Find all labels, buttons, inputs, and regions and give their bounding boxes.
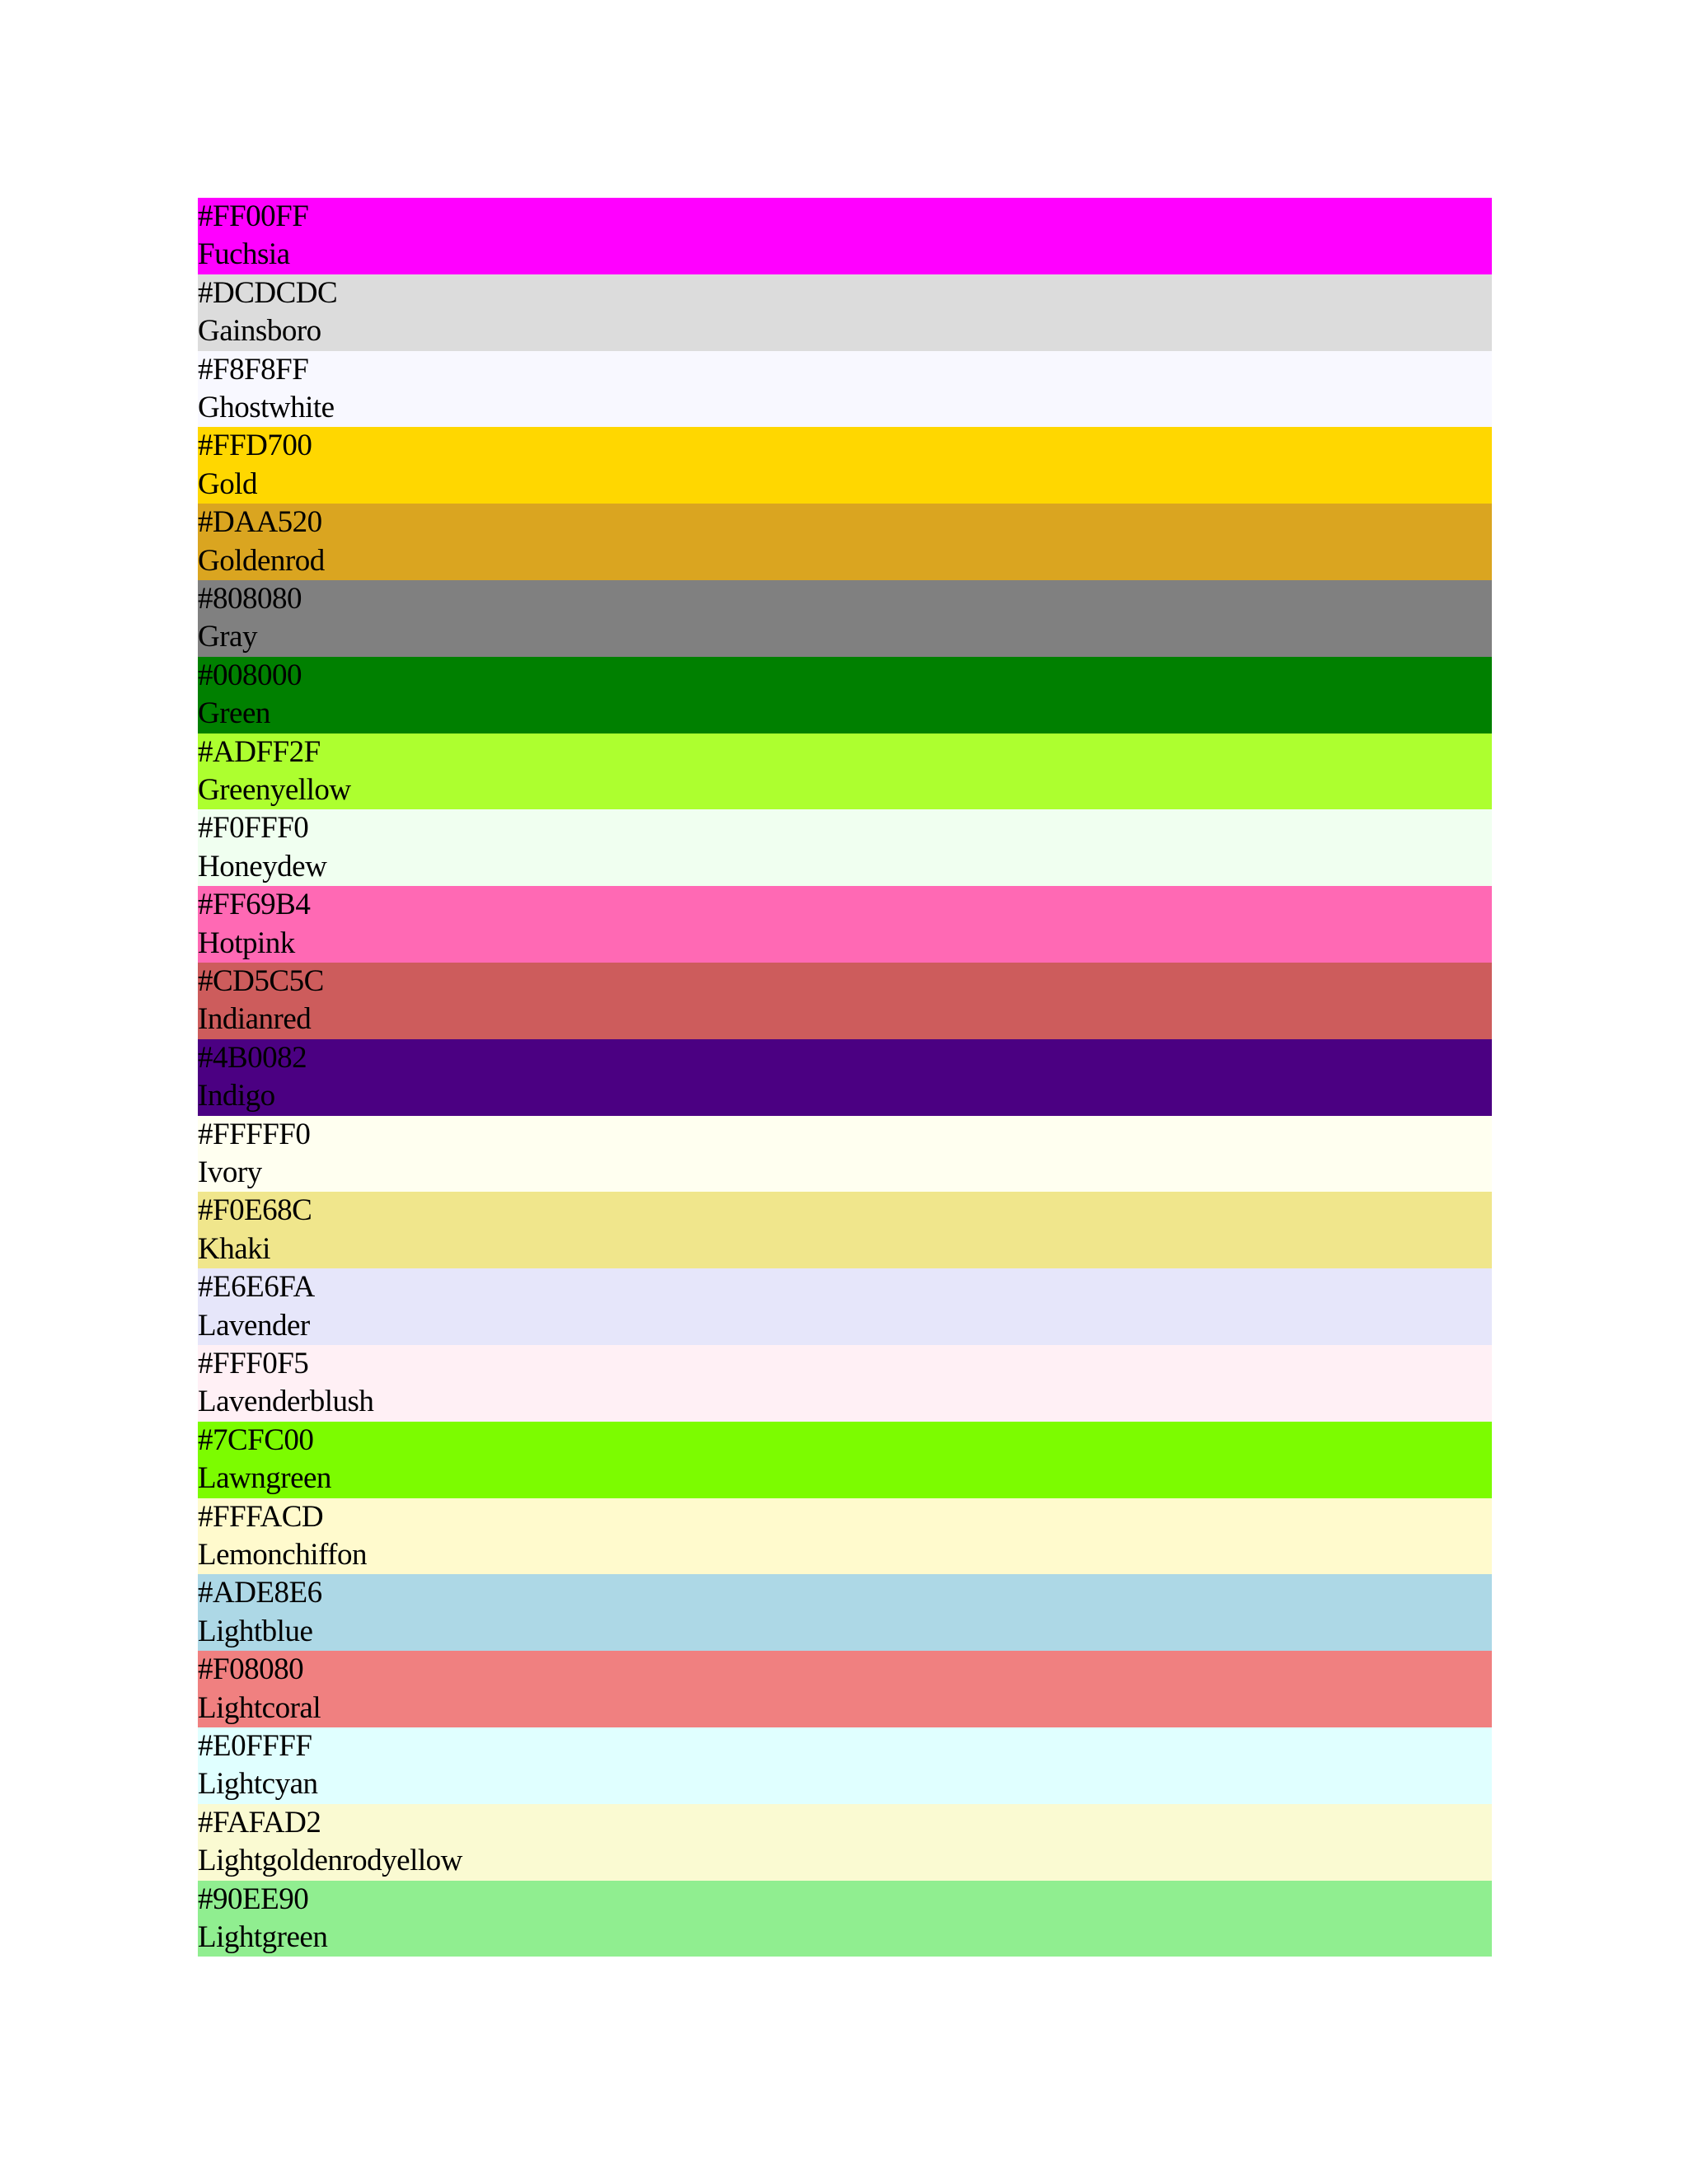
color-swatch-row bbox=[198, 1651, 1492, 1727]
color-name: Lightcyan bbox=[198, 1767, 318, 1802]
color-swatch-row bbox=[198, 657, 1492, 733]
color-hex-code: #4B0082 bbox=[198, 1040, 307, 1075]
color-name: Greenyellow bbox=[198, 772, 351, 807]
color-swatch-row bbox=[198, 886, 1492, 963]
color-hex-code: #FAFAD2 bbox=[198, 1805, 321, 1840]
color-swatch-row bbox=[198, 580, 1492, 657]
color-swatch-row bbox=[198, 198, 1492, 274]
color-name: Lightgoldenrodyellow bbox=[198, 1844, 462, 1878]
color-name: Green bbox=[198, 696, 270, 731]
color-swatch-row bbox=[198, 1881, 1492, 1957]
color-hex-code: #FFD700 bbox=[198, 429, 312, 463]
color-hex-code: #FFFACD bbox=[198, 1499, 324, 1534]
color-swatch-row bbox=[198, 274, 1492, 351]
color-hex-code: #CD5C5C bbox=[198, 963, 324, 998]
color-name: Goldenrod bbox=[198, 543, 325, 578]
color-hex-code: #FFFFF0 bbox=[198, 1117, 311, 1151]
color-swatch-row bbox=[198, 1116, 1492, 1193]
color-hex-code: #7CFC00 bbox=[198, 1422, 314, 1457]
color-name: Gold bbox=[198, 466, 257, 501]
color-swatch-row bbox=[198, 351, 1492, 428]
color-name: Hotpink bbox=[198, 926, 295, 960]
color-swatch-row bbox=[198, 809, 1492, 886]
color-name: Lavender bbox=[198, 1308, 310, 1343]
color-name: Khaki bbox=[198, 1231, 270, 1266]
color-name: Fuchsia bbox=[198, 237, 290, 272]
color-name: Lightgreen bbox=[198, 1919, 328, 1954]
color-hex-code: #E6E6FA bbox=[198, 1270, 315, 1305]
color-hex-code: #DAA520 bbox=[198, 505, 322, 540]
color-hex-code: #F8F8FF bbox=[198, 352, 309, 387]
color-swatch-row bbox=[198, 1574, 1492, 1651]
color-hex-code: #FFF0F5 bbox=[198, 1346, 309, 1380]
color-name: Honeydew bbox=[198, 849, 327, 883]
color-name: Indianred bbox=[198, 1002, 312, 1037]
color-name: Gray bbox=[198, 620, 257, 654]
color-hex-code: #ADFF2F bbox=[198, 734, 321, 769]
color-hex-code: #F0FFF0 bbox=[198, 811, 309, 846]
color-swatch-row bbox=[198, 1498, 1492, 1575]
color-hex-code: #DCDCDC bbox=[198, 275, 338, 310]
color-swatch-row bbox=[198, 963, 1492, 1039]
color-hex-code: #FF69B4 bbox=[198, 888, 311, 922]
color-swatch-row bbox=[198, 1039, 1492, 1116]
color-name: Indigo bbox=[198, 1079, 275, 1113]
color-name: Lavenderblush bbox=[198, 1385, 374, 1419]
color-swatch-row bbox=[198, 1345, 1492, 1422]
color-name: Ghostwhite bbox=[198, 390, 335, 424]
color-swatch-row bbox=[198, 1422, 1492, 1498]
color-hex-code: #E0FFFF bbox=[198, 1728, 312, 1763]
color-hex-code: #90EE90 bbox=[198, 1882, 309, 1916]
color-swatch-row bbox=[198, 1268, 1492, 1345]
color-swatch-row bbox=[198, 733, 1492, 810]
color-name: Lemonchiffon bbox=[198, 1537, 367, 1572]
color-name: Lightcoral bbox=[198, 1690, 321, 1725]
color-name: Ivory bbox=[198, 1155, 262, 1189]
color-swatch-row bbox=[198, 504, 1492, 580]
color-swatch-list bbox=[198, 198, 1492, 1957]
color-name: Lightblue bbox=[198, 1614, 313, 1648]
color-swatch-row bbox=[198, 1804, 1492, 1881]
color-swatch-row bbox=[198, 1727, 1492, 1804]
color-hex-code: #F0E68C bbox=[198, 1193, 312, 1228]
color-hex-code: #008000 bbox=[198, 658, 302, 692]
color-name: Gainsboro bbox=[198, 314, 321, 349]
color-hex-code: #808080 bbox=[198, 581, 302, 616]
color-hex-code: #FF00FF bbox=[198, 199, 309, 233]
color-name: Lawngreen bbox=[198, 1461, 331, 1496]
color-hex-code: #ADE8E6 bbox=[198, 1576, 322, 1610]
color-swatch-row bbox=[198, 427, 1492, 504]
color-hex-code: #F08080 bbox=[198, 1652, 304, 1687]
color-swatch-row bbox=[198, 1192, 1492, 1268]
